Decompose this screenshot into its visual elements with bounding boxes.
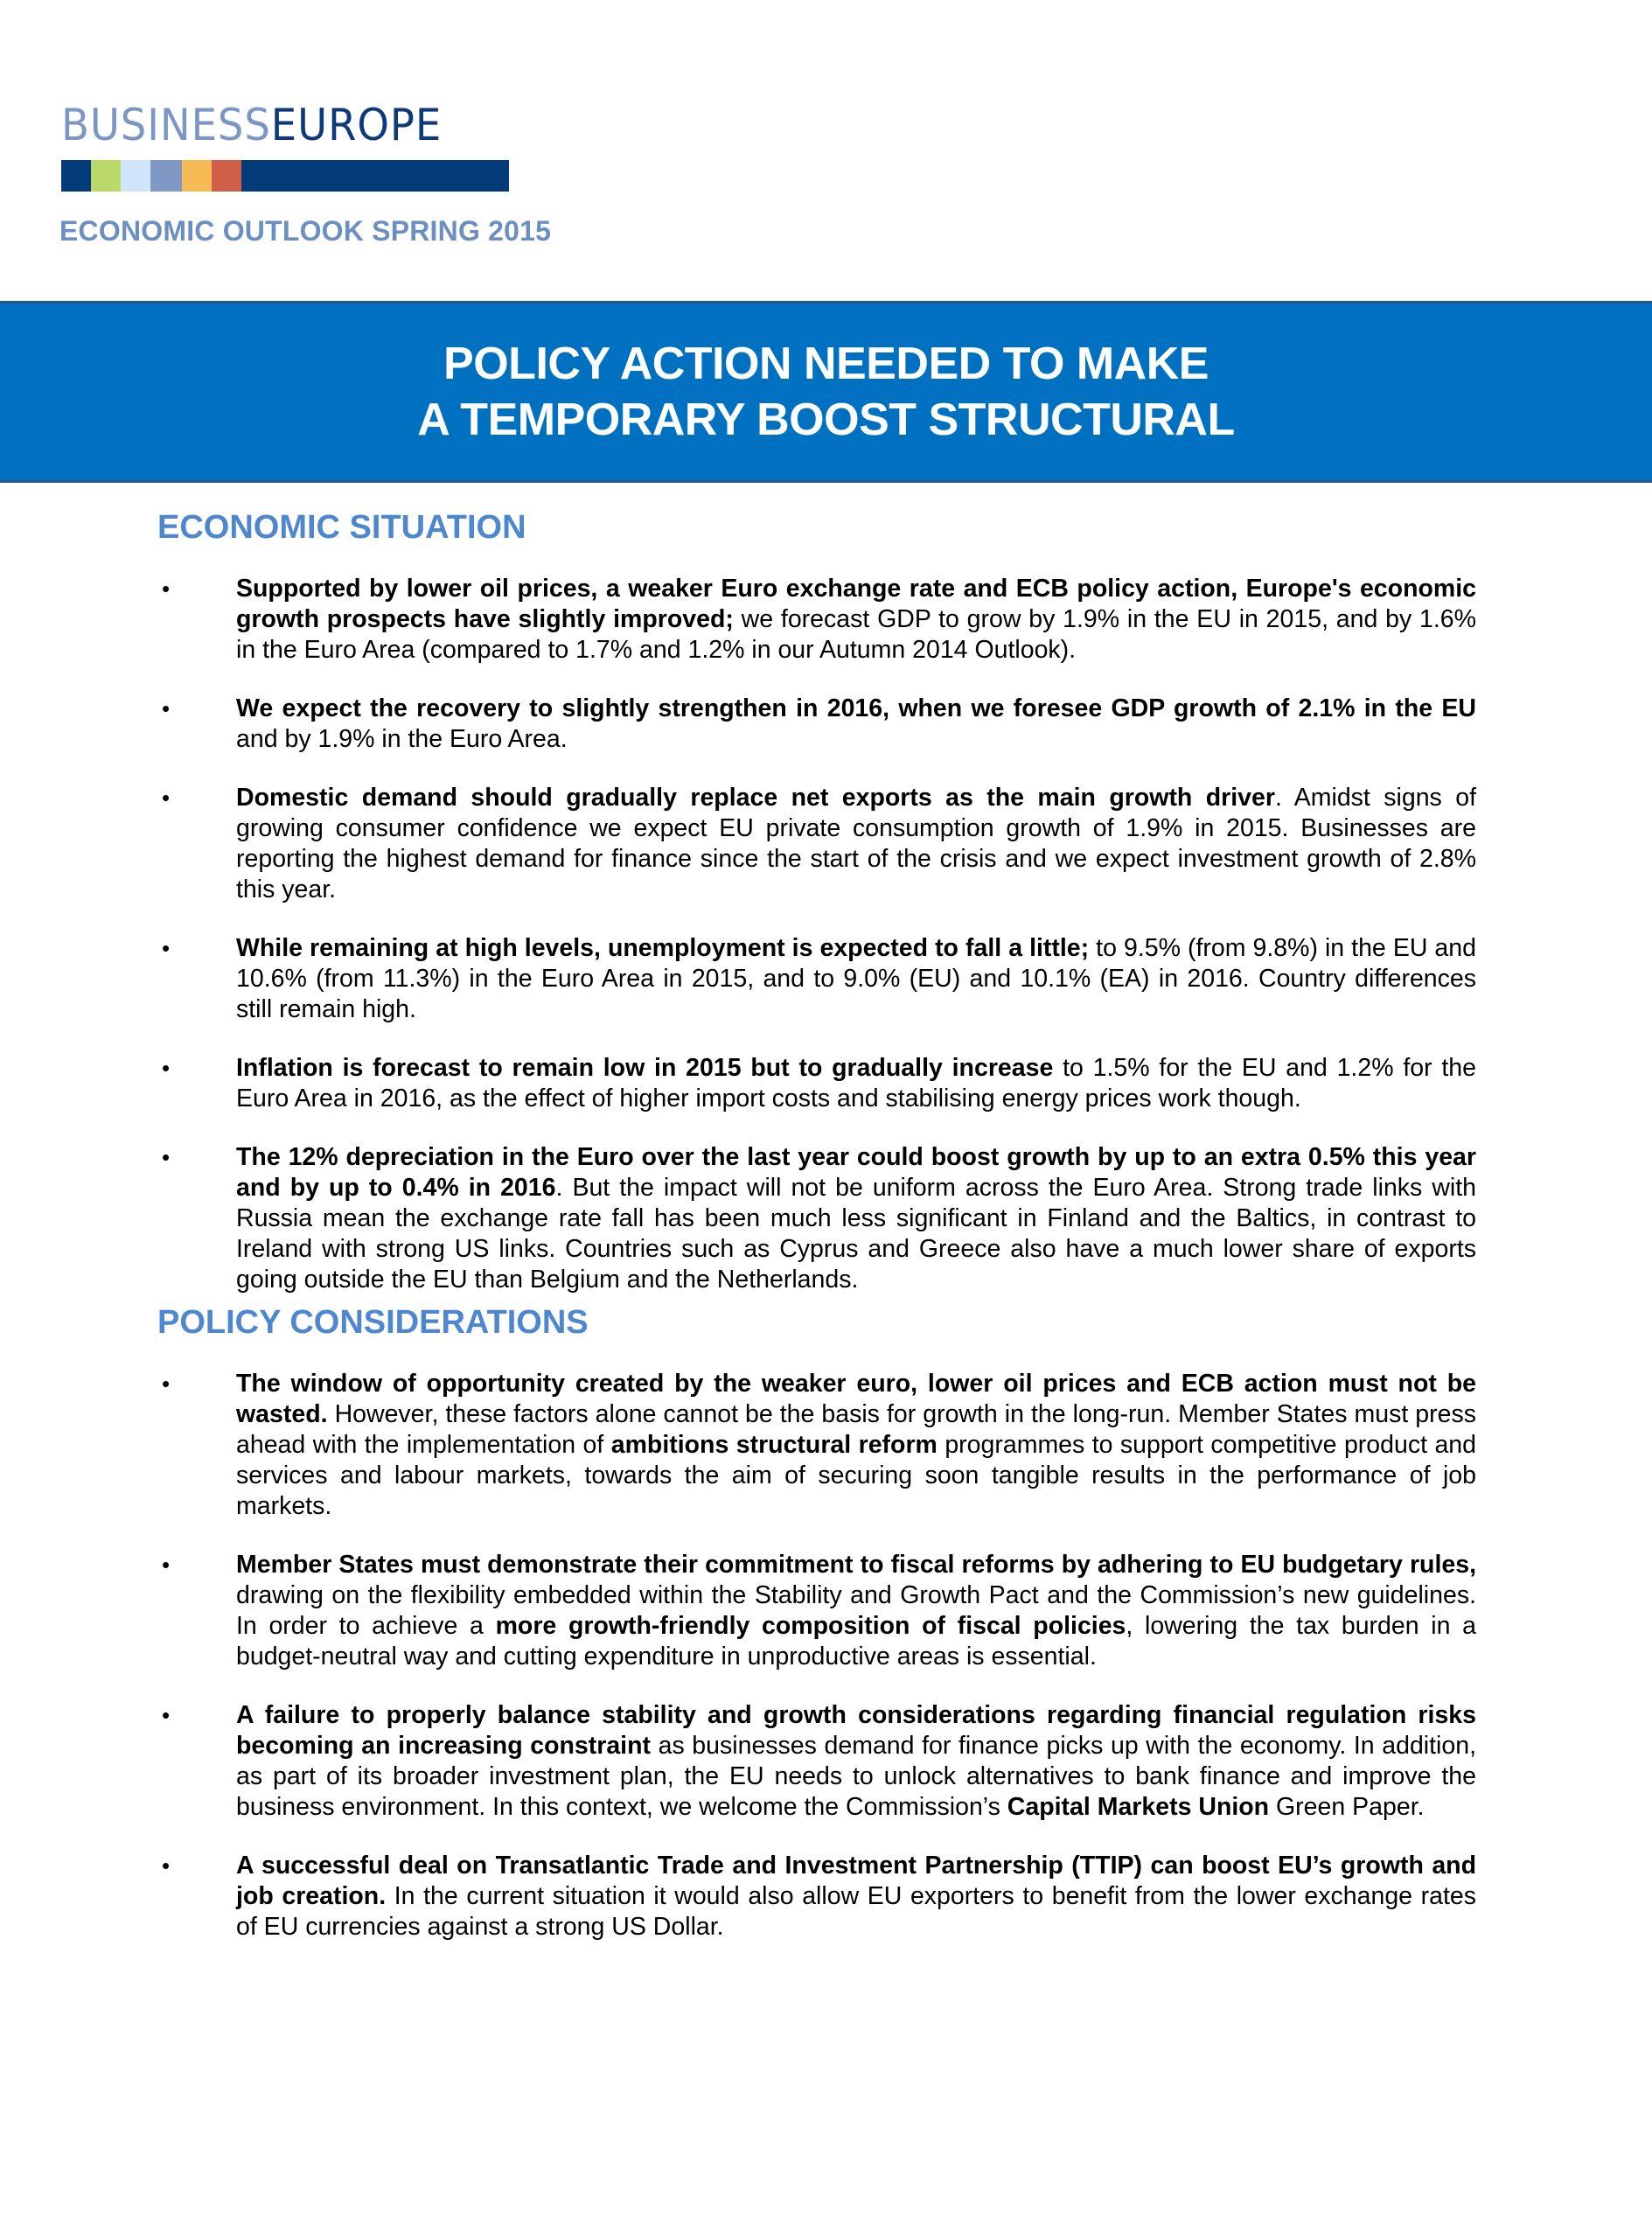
- bullet-text: to 1.5% for the EU and 1.2% for the Euro Area in 2016, as the effect of higher import costs and stabilising energy prices work though.: [236, 1054, 1476, 1113]
- bullet-icon: •: [162, 1144, 171, 1170]
- bullet-icon: •: [162, 935, 171, 961]
- bullet-icon: •: [162, 695, 171, 722]
- bullet-bold-text: A successful deal on Transatlantic Trade and Investment Partnership (TTIP) can boost EU’s growth and job creation.: [236, 1852, 1476, 1910]
- bullet-text: . Amidst signs of growing consumer confidence we expect EU private consumption growth of 1.9% in 2015. Businesses are reporting the highest demand for finance since the start of the crisis and we expect investment growth of 2.8% this year.: [236, 784, 1476, 903]
- document-subtitle: ECONOMIC OUTLOOK SPRING 2015: [59, 215, 552, 247]
- bullet-text: as businesses demand for finance picks up with the economy. In addition, as part of its broader investment plan, the EU needs to unlock alternatives to bank finance and improve the business environment. In this context, we welcome the Commission’s: [236, 1732, 1476, 1821]
- bullet-text: . But the impact will not be uniform across the Euro Area. Strong trade links with Russia mean the exchange rate fall has been much less significant in Finland and the Baltics, in contrast to Ireland with strong US links. Countries such as Cyprus and Greece also have a much lower share of exports going outside the EU than Belgium and the Netherlands.: [236, 1174, 1476, 1294]
- bullet-text: to 9.5% (from 9.8%) in the EU and 10.6% (from 11.3%) in the Euro Area in 2015, and to 9.0% (EU) and 10.1% (EA) in 2016. Country differences still remain high.: [236, 934, 1476, 1023]
- banner-title-line-2: A TEMPORARY BOOST STRUCTURAL: [417, 394, 1235, 445]
- logo-bar-segment: [91, 160, 121, 192]
- bullet-icon: •: [162, 1552, 171, 1578]
- bullet-bold-text: Capital Markets Union: [1007, 1793, 1270, 1821]
- logo-bar-segment: [182, 160, 212, 192]
- bullet-item: [157, 574, 1476, 666]
- bullet-icon: •: [162, 785, 171, 811]
- bullet-icon: •: [162, 1055, 171, 1081]
- logo-color-bar: [61, 160, 509, 192]
- bullet-bold-text: The window of opportunity created by the weaker euro, lower oil prices and ECB action must not be wasted.: [236, 1370, 1476, 1428]
- banner-title-line-1: POLICY ACTION NEEDED TO MAKE: [443, 338, 1209, 389]
- bullet-item: [157, 1700, 1476, 1823]
- document-body: [157, 507, 1476, 1970]
- logo-bar-segment: [61, 160, 91, 192]
- bullet-icon: •: [162, 1852, 171, 1879]
- bullet-bold-text: A failure to properly balance stability and growth considerations regarding financial regulation risks becoming an increasing constraint: [236, 1701, 1476, 1760]
- bullet-item: [157, 1550, 1476, 1672]
- bullet-bold-text: ambitions structural reform: [610, 1431, 938, 1459]
- bullet-item: [157, 694, 1476, 755]
- bullet-icon: •: [162, 1371, 171, 1397]
- economic-situation-list: [157, 574, 1476, 1295]
- bullet-item: [157, 1053, 1476, 1114]
- bullet-bold-text: Member States must demonstrate their commitment to fiscal reforms by adhering to EU budgetary rules,: [236, 1551, 1476, 1579]
- bullet-bold-text: The 12% depreciation in the Euro over the last year could boost growth by up to an extra 0.5% this year and by up to 0.4% in 2016: [236, 1143, 1476, 1202]
- logo-bar-segment: [121, 160, 150, 192]
- logo-bar-segment: [150, 160, 182, 192]
- bullet-text: programmes to support competitive product and services and labour markets, towards the aim of securing soon tangible results in the performance of job markets.: [236, 1431, 1476, 1520]
- section-heading-economic-situation: ECONOMIC SITUATION: [157, 509, 526, 546]
- bullet-text: However, these factors alone cannot be the basis for growth in the long-run. Member States must press ahead with the implementation of: [236, 1400, 1476, 1459]
- bullet-item: [157, 1142, 1476, 1295]
- bullet-item: [157, 783, 1476, 905]
- bullet-text: In the current situation it would also allow EU exporters to benefit from the lower exchange rates of EU currencies against a strong US Dollar.: [236, 1882, 1476, 1941]
- logo-text-europe: EUROPE: [270, 100, 443, 150]
- bullet-bold-text: more growth-friendly composition of fiscal policies: [495, 1612, 1126, 1640]
- policy-considerations-list: [157, 1369, 1476, 1943]
- bullet-item: [157, 933, 1476, 1025]
- logo-wordmark: [61, 101, 480, 150]
- section-heading-policy-considerations: POLICY CONSIDERATIONS: [157, 1304, 589, 1341]
- bullet-text: drawing on the flexibility embedded within the Stability and Growth Pact and the Commission’s new guidelines. In order to achieve a: [236, 1581, 1476, 1640]
- bullet-bold-text: While remaining at high levels, unemployment is expected to fall a little;: [236, 934, 1090, 962]
- bullet-icon: •: [162, 1702, 171, 1728]
- bullet-bold-text: We expect the recovery to slightly strengthen in 2016, when we foresee GDP growth of 2.1% in the EU: [236, 694, 1476, 722]
- bullet-text: , lowering the tax burden in a budget-neutral way and cutting expenditure in unproductive areas is essential.: [236, 1612, 1476, 1671]
- logo-bar-segment: [241, 160, 509, 192]
- bullet-bold-text: Inflation is forecast to remain low in 2015 but to gradually increase: [236, 1054, 1054, 1082]
- bullet-text: Green Paper.: [1269, 1793, 1425, 1821]
- bullet-bold-text: Domestic demand should gradually replace net exports as the main growth driver: [236, 784, 1275, 812]
- bullet-bold-text: Supported by lower oil prices, a weaker Euro exchange rate and ECB policy action, Europe's economic growth prospects have slightly improved;: [236, 575, 1476, 633]
- bullet-text: we forecast GDP to grow by 1.9% in the EU in 2015, and by 1.6% in the Euro Area (compared to 1.7% and 1.2% in our Autumn 2014 Outlook).: [236, 605, 1476, 664]
- bullet-item: [157, 1851, 1476, 1943]
- title-banner: [0, 301, 1652, 483]
- logo-bar-segment: [212, 160, 241, 192]
- bullet-icon: •: [162, 575, 171, 602]
- bullet-text: and by 1.9% in the Euro Area.: [236, 725, 568, 753]
- logo-text-business: BUSINESS: [61, 100, 271, 150]
- businesseurope-logo: [61, 101, 512, 192]
- bullet-item: [157, 1369, 1476, 1522]
